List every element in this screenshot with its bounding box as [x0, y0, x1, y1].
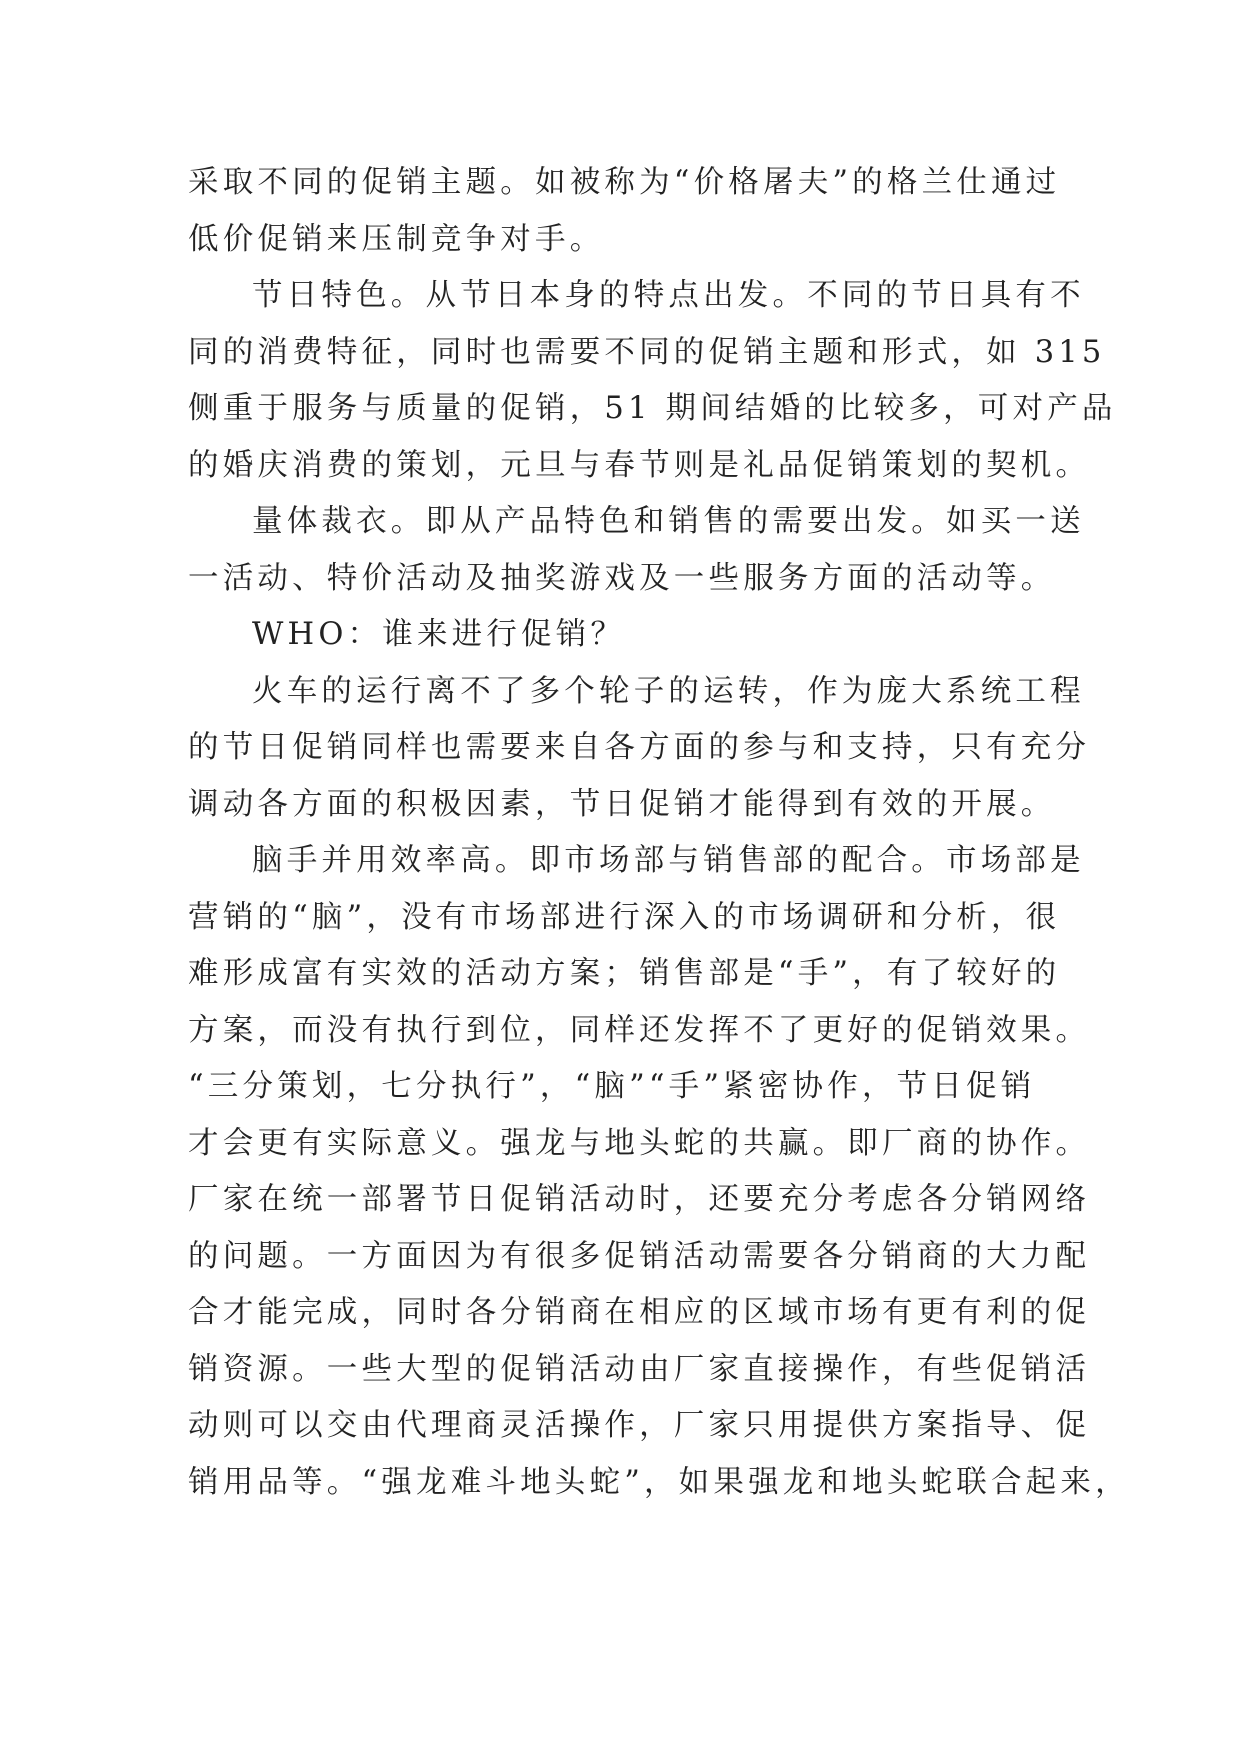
text-line: 的婚庆消费的策划，元旦与春节则是礼品促销策划的契机。 [188, 447, 1091, 483]
text-line: 销资源。一些大型的促销活动由厂家直接操作，有些促销活 [188, 1351, 1091, 1387]
text-line: 低价促销来压制竞争对手。 [188, 221, 605, 257]
text-line: 厂家在统一部署节日促销活动时，还要充分考虑各分销网络 [188, 1182, 1091, 1217]
text-line: 才会更有实际意义。强龙与地头蛇的共赢。即厂商的协作。 [188, 1125, 1091, 1161]
text-line: 的节日促销同样也需要来自各方面的参与和支持，只有充分 [188, 730, 1091, 765]
text-line: 调动各方面的积极因素，节日促销才能得到有效的开展。 [188, 786, 1056, 822]
text-line: 的问题。一方面因为有很多促销活动需要各分销商的大力配 [188, 1238, 1091, 1274]
text-line: 方案，而没有执行到位，同样还发挥不了更好的促销效果。 [188, 1012, 1091, 1048]
text-line: 节日特色。从节日本身的特点出发。不同的节日具有不 [252, 278, 1085, 313]
text-line: 动则可以交由代理商灵活操作，厂家只用提供方案指导、促 [188, 1408, 1091, 1443]
text-line: 脑手并用效率高。即市场部与销售部的配合。市场部是 [252, 843, 1085, 878]
text-line: 同的消费特征，同时也需要不同的促销主题和形式，如 315 [188, 334, 1106, 370]
text-line: 销用品等。“强龙难斗地头蛇”，如果强龙和地头蛇联合起来， [188, 1464, 1130, 1500]
text-line: “三分策划，七分执行”，“脑”“手”紧密协作，节日促销 [188, 1069, 1036, 1104]
text-line: 侧重于服务与质量的促销，51 期间结婚的比较多，可对产品 [188, 391, 1117, 426]
text-line: 量体裁衣。即从产品特色和销售的需要出发。如买一送 [252, 504, 1085, 539]
text-line: 一活动、特价活动及抽奖游戏及一些服务方面的活动等。 [188, 560, 1056, 596]
text-line: 火车的运行离不了多个轮子的运转，作为庞大系统工程 [252, 673, 1085, 709]
text-line: 难形成富有实效的活动方案；销售部是“手”，有了较好的 [188, 956, 1061, 991]
text-line: WHO：谁来进行促销？ [252, 617, 626, 652]
text-line: 营销的“脑”，没有市场部进行深入的市场调研和分析，很 [188, 899, 1061, 935]
document-body [188, 155, 1130, 1511]
text-line: 采取不同的促销主题。如被称为“价格屠夫”的格兰仕通过 [188, 165, 1061, 200]
text-line: 合才能完成，同时各分销商在相应的区域市场有更有利的促 [188, 1295, 1091, 1330]
